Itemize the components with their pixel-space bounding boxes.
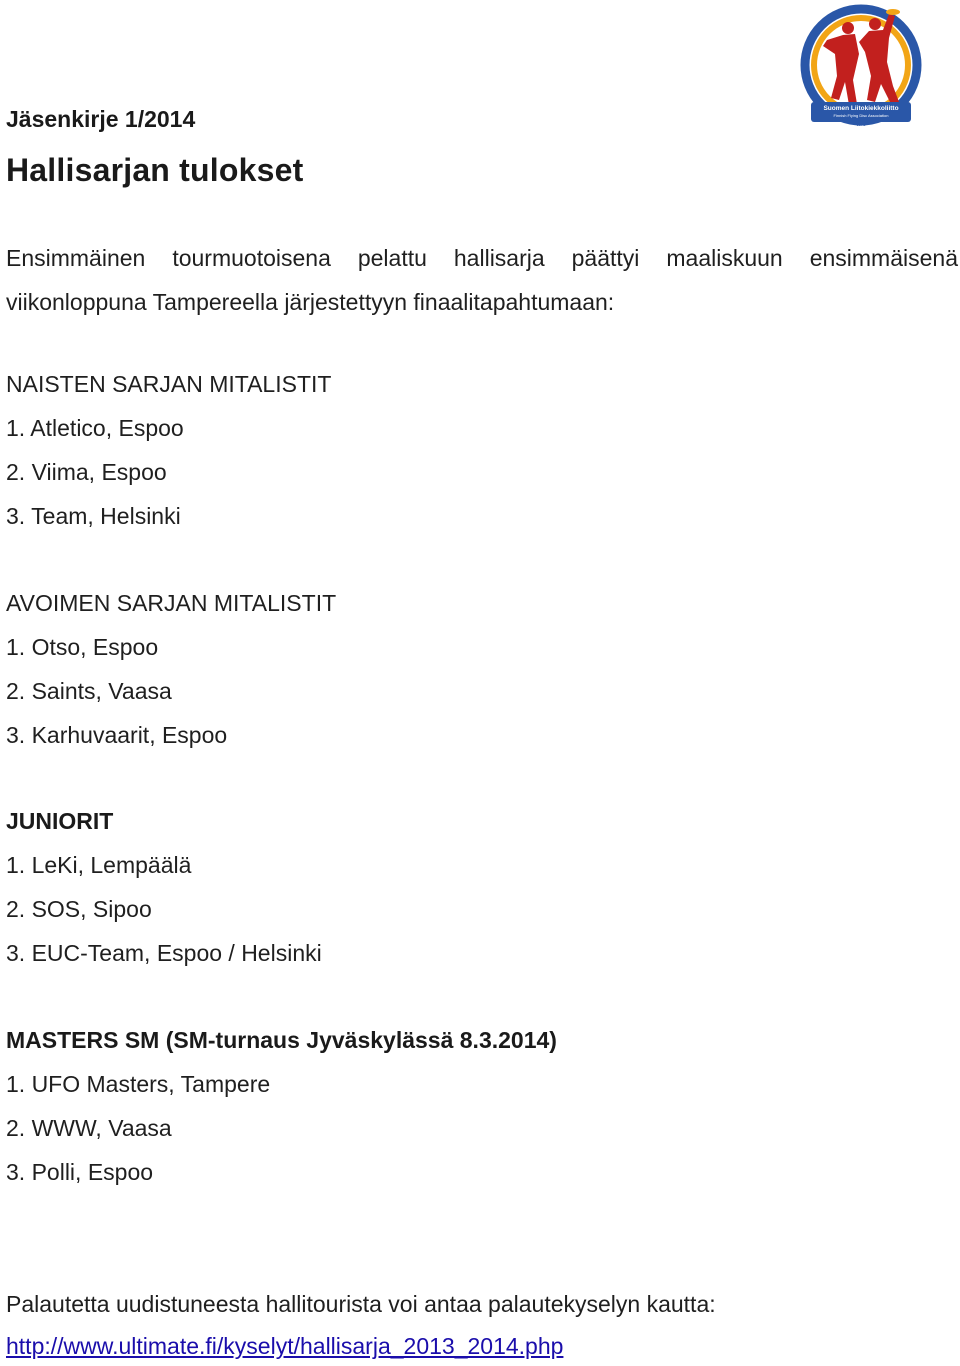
logo-year: 1978 [856,122,866,127]
results-list [6,406,331,538]
letter-title: Jäsenkirje 1/2014 [6,106,196,132]
intro-paragraph: Ensimmäinen tourmuotoisena pelattu hallisarja päättyi maaliskuun ensimmäisenä viikonloppuna Tampereella järjestettyyn finaalitapahtumaan: [6,245,958,315]
results-list [6,843,322,975]
list-item: 3. Karhuvaarit, Espoo [6,722,228,748]
list-item: 2. Viima, Espoo [6,459,167,485]
logo-name: Suomen Liitokiekkoliitto [823,105,899,112]
association-logo [793,2,931,130]
results-list [6,1062,557,1194]
section-masters [6,1018,557,1194]
list-item: 2. SOS, Sipoo [6,896,152,922]
list-item: 3. Polli, Espoo [6,1159,154,1185]
list-item: 3. EUC-Team, Espoo / Helsinki [6,940,322,966]
section-title: MASTERS SM (SM-turnaus Jyväskylässä 8.3.2014) [6,1027,557,1053]
list-item: 2. Saints, Vaasa [6,678,172,704]
list-item: 1. LeKi, Lempäälä [6,852,192,878]
list-item: 3. Team, Helsinki [6,503,181,529]
section-title: AVOIMEN SARJAN MITALISTIT [6,590,337,616]
logo-subtitle: Finnish Flying Disc Association [833,113,889,118]
feedback-text: Palautetta uudistuneesta hallitourista voi antaa palautekyselyn kautta: [6,1291,716,1317]
list-item: 1. Atletico, Espoo [6,415,184,441]
list-item: 2. WWW, Vaasa [6,1115,172,1141]
section-title: JUNIORIT [6,808,114,834]
section-womens-medalists [6,362,331,538]
section-juniors [6,799,322,975]
list-item: 1. Otso, Espoo [6,634,159,660]
list-item: 1. UFO Masters, Tampere [6,1071,271,1097]
section-open-medalists [6,581,336,757]
feedback-survey-link[interactable]: http://www.ultimate.fi/kyselyt/hallisarja_2013_2014.php [6,1333,564,1359]
section-title: NAISTEN SARJAN MITALISTIT [6,371,332,397]
results-list [6,625,336,757]
page-title: Hallisarjan tulokset [6,152,304,188]
